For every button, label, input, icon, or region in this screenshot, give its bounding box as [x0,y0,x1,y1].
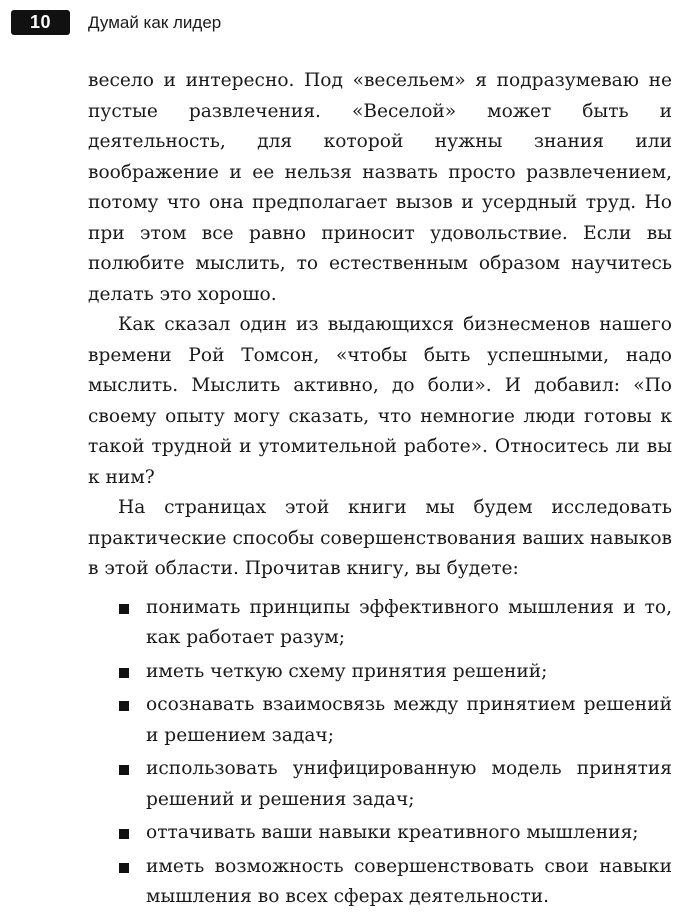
list-item-text: использовать унифицированную модель принятия решений и решения задач; [146,758,672,810]
running-title: Думай как лидер [88,13,222,32]
page-header [0,0,683,40]
list-item [88,593,672,654]
square-bullet-icon [119,604,129,614]
list-item [88,754,672,815]
square-bullet-icon [119,668,129,678]
bullet-list [88,593,672,913]
list-item [88,818,672,849]
list-item [88,657,672,688]
square-bullet-icon [119,863,129,873]
body-text [88,66,672,916]
square-bullet-icon [119,701,129,711]
list-item-text: осознавать взаимосвязь между принятием решений и решением задач; [146,694,672,746]
list-item [88,690,672,751]
square-bullet-icon [119,829,129,839]
list-item-text: иметь возможность совершенствовать свои навыки мышления во всех сферах деятельности. [146,855,672,907]
paragraph-2: Как сказал один из выдающихся бизнесменов нашего времени Рой Томсон, «чтобы быть успешными, надо мыслить. Мыслить активно, до боли». И добавил: «По своему опыту могу сказать, что немногие люди готовы к такой трудной и утомительной работе». Относитесь ли вы к ним? [88,314,672,488]
paragraph-3: На страницах этой книги мы будем исследовать практические способы совершенствования ваших навыков в этой области. Прочитав книгу, вы будете: [88,497,672,579]
list-item [88,852,672,913]
list-item-text: иметь четкую схему принятия решений; [146,660,548,682]
paragraph-1: весело и интересно. Под «весельем» я подразумеваю не пустые развлечения. «Веселой» может быть и деятельность, для которой нужны знания или воображение и ее нельзя назвать просто развлечением, потому что она предполагает вызов и усердный труд. Но при этом все равно приносит удовольствие. Если вы полюбите мыслить, то естественным образом научитесь делать это хорошо. [88,70,672,305]
list-item-text: оттачивать ваши навыки креативного мышления; [146,822,639,843]
square-bullet-icon [119,765,129,775]
list-item-text: понимать принципы эффективного мышления и то, как работает разум; [146,596,672,648]
page-number-badge: 10 [11,10,70,35]
